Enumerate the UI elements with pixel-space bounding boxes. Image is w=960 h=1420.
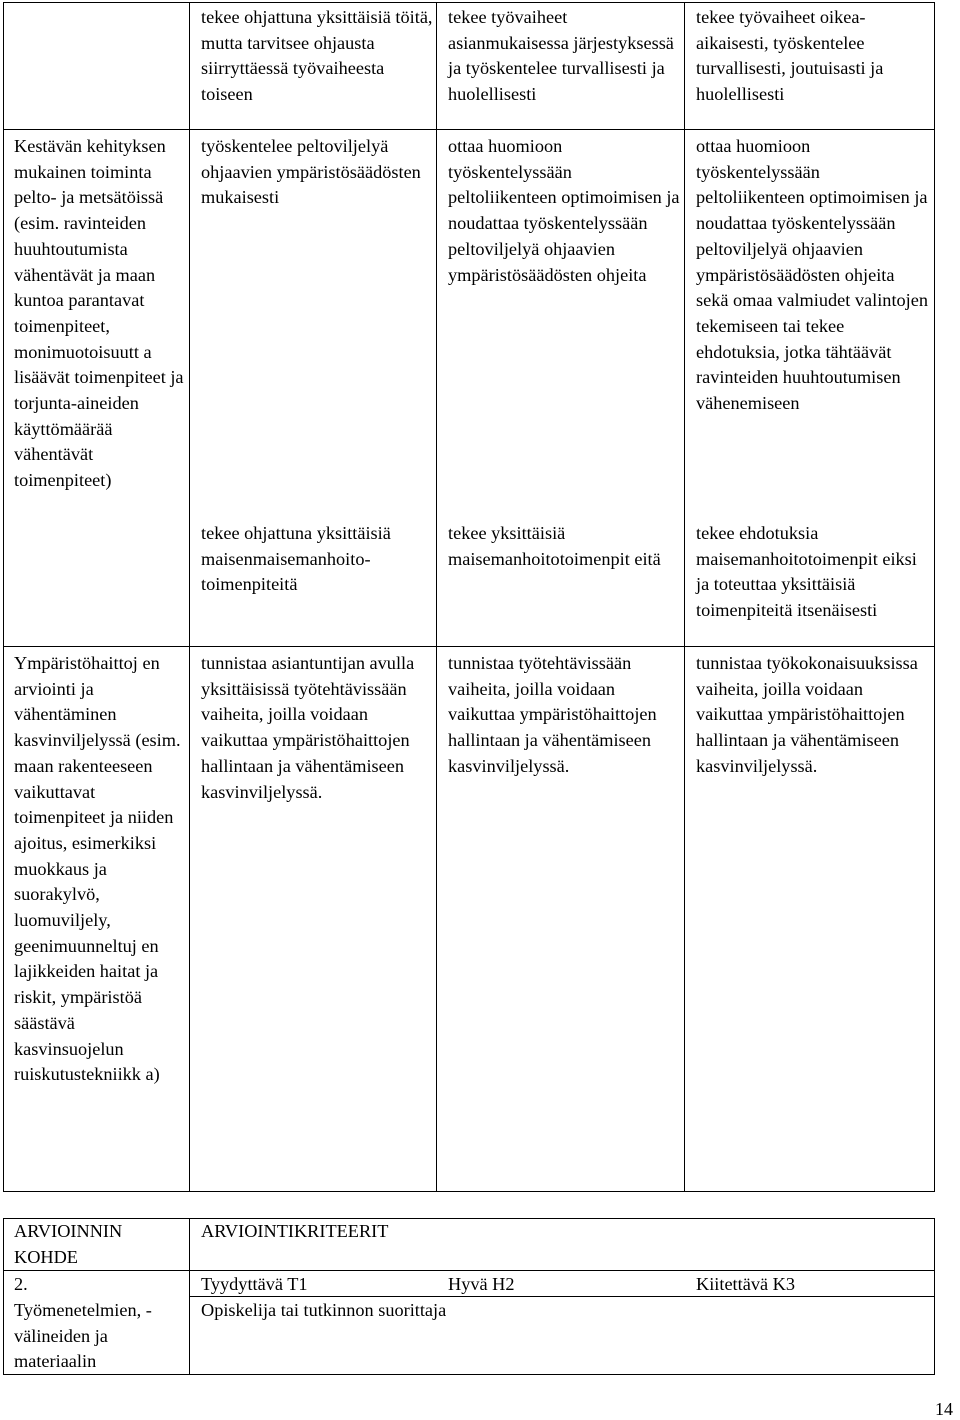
row2-t1-criterion-b: tekee ohjattuna yksittäisiä maisenmaisemanhoito-toimenpiteitä <box>201 523 391 595</box>
row-target-label: Työmenetelmien, -välineiden ja materiaalin <box>14 1300 152 1372</box>
grade-k3-label: Kiitettävä K3 <box>696 1274 795 1294</box>
subject-label: Opiskelija tai tutkinnon suorittaja <box>201 1300 447 1320</box>
grade-t1-label: Tyydyttävä T1 <box>201 1274 308 1294</box>
row1-t1-criterion: tekee ohjattuna yksittäisiä töitä, mutta tarvitsee ohjausta siirryttäessä työvaiheesta toiseen <box>201 7 433 105</box>
row3-assessment-target: Ympäristöhaittoj en arviointi ja vähentäminen kasvinviljelyssä (esim. maan rakenteeseen vaikuttavat toimenpiteet ja niiden ajoitus, esimerkiksi muokkaus ja suorakylvö, luomuviljely, geenimuunneltuj en lajikkeiden haitat ja riskit, ympäristöä säästävä kasvinsuojelun ruiskutustekniikk a) <box>14 653 181 1085</box>
row1-k3-criterion: tekee työvaiheet oikea-aikaisesti, työskentelee turvallisesti, joutuisasti ja huolellisesti <box>696 7 884 105</box>
row2-h2-criterion-b: tekee yksittäisiä maisemanhoitotoimenpit eitä <box>448 523 661 569</box>
row2-k3-criterion-a: ottaa huomioon työskentelyssään peltoliikenteen optimoimisen ja noudattaa työskentelyssään peltoviljelyä ohjaavien ympäristösäädösten ohjeita sekä omaa valmiudet valintojen tekemiseen tai tekee ehdotuksia, jotka tähtäävät ravinteiden huuhtoutumisen vähenemiseen <box>696 136 928 414</box>
page-number: 14 <box>935 1399 953 1419</box>
row3-h2-criterion: tunnistaa työtehtävissään vaiheita, joilla voidaan vaikuttaa ympäristöhaittojen hallintaan ja vähentämiseen kasvinviljelyssä. <box>448 653 657 776</box>
row2-k3-criterion-b: tekee ehdotuksia maisemanhoitotoimenpit eiksi ja toteuttaa yksittäisiä toimenpiteitä itsenäisesti <box>696 523 917 621</box>
row2-h2-criterion-a: ottaa huomioon työskentelyssään peltoliikenteen optimoimisen ja noudattaa työskentelyssään peltoviljelyä ohjaavien ympäristösäädösten ohjeita <box>448 136 680 285</box>
row3-k3-criterion: tunnistaa työkokonaisuuksissa vaiheita, joilla voidaan vaikuttaa ympäristöhaittojen hallintaan ja vähentämiseen kasvinviljelyssä. <box>696 653 918 776</box>
row1-h2-criterion: tekee työvaiheet asianmukaisessa järjestyksessä ja työskentelee turvallisesti ja huolellisesti <box>448 7 674 105</box>
row2-assessment-target: Kestävän kehityksen mukainen toiminta pelto- ja metsätöissä (esim. ravinteiden huuhtoutumista vähentävät ja maan kuntoa parantavat toimenpiteet, monimuotoisuutt a lisäävät toimenpiteet ja torjunta-aineiden käyttömäärää vähentävät toimenpiteet) <box>14 136 184 491</box>
row3-t1-criterion: tunnistaa asiantuntijan avulla yksittäisissä työtehtävissään vaiheita, joilla voidaan vaikuttaa ympäristöhaittojen hallintaan ja vähentämiseen kasvinviljelyssä. <box>201 653 415 802</box>
grade-h2-label: Hyvä H2 <box>448 1274 515 1294</box>
row-number: 2. <box>14 1274 28 1294</box>
header-assessment-target: ARVIOINNIN KOHDE <box>14 1221 123 1267</box>
row2-t1-criterion-a: työskentelee peltoviljelyä ohjaavien ympäristösäädösten mukaisesti <box>201 136 421 208</box>
header-assessment-criteria: ARVIOINTIKRITEERIT <box>201 1221 389 1241</box>
